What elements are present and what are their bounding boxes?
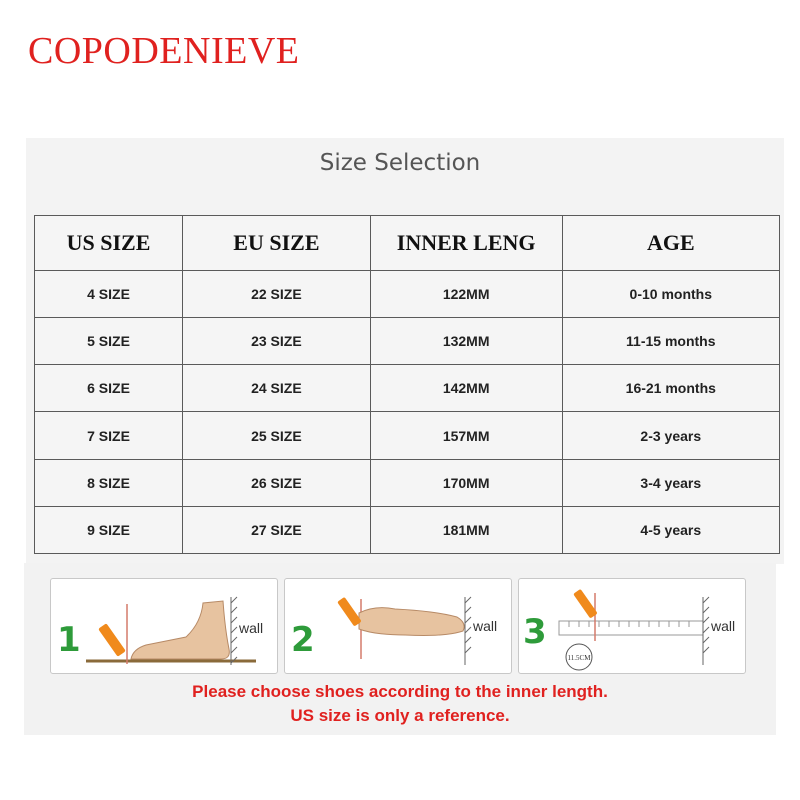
cell-inner-length: 122MM <box>370 271 562 318</box>
cell-inner-length: 157MM <box>370 412 562 459</box>
header-age: AGE <box>562 216 779 271</box>
step-2-box <box>284 578 512 674</box>
wall-label: wall <box>239 620 264 636</box>
cell-inner-length: 181MM <box>370 506 562 553</box>
cell-inner-length: 132MM <box>370 318 562 365</box>
step-number: 3 <box>523 612 547 652</box>
cell-us-size: 4 SIZE <box>35 271 183 318</box>
cell-us-size: 6 SIZE <box>35 365 183 412</box>
wall-label: wall <box>711 618 736 634</box>
size-table <box>34 215 780 554</box>
cell-eu-size: 27 SIZE <box>183 506 371 553</box>
header-us-size: US SIZE <box>35 216 183 271</box>
wall-label: wall <box>473 618 498 634</box>
step-number: 2 <box>291 620 315 660</box>
table-row <box>35 271 780 318</box>
step-number: 1 <box>57 620 81 660</box>
foot-top-view-icon <box>285 579 511 673</box>
cell-inner-length: 170MM <box>370 459 562 506</box>
cell-us-size: 9 SIZE <box>35 506 183 553</box>
cell-age: 3-4 years <box>562 459 779 506</box>
cell-age: 4-5 years <box>562 506 779 553</box>
brand-logo-text: COPODENIEVE <box>28 30 300 72</box>
cell-us-size: 7 SIZE <box>35 412 183 459</box>
cell-age: 2-3 years <box>562 412 779 459</box>
size-selection-title: Size Selection <box>319 150 481 176</box>
cell-eu-size: 25 SIZE <box>183 412 371 459</box>
foot-side-view-icon <box>51 579 277 673</box>
cell-eu-size: 23 SIZE <box>183 318 371 365</box>
step-3-box <box>518 578 746 674</box>
table-row <box>35 506 780 553</box>
header-inner-length: INNER LENG <box>370 216 562 271</box>
step-1-box <box>50 578 278 674</box>
table-row <box>35 318 780 365</box>
cell-eu-size: 24 SIZE <box>183 365 371 412</box>
cell-us-size: 8 SIZE <box>35 459 183 506</box>
cell-eu-size: 26 SIZE <box>183 459 371 506</box>
notice-inner-length: Please choose shoes according to the inner length. <box>192 682 608 701</box>
cell-inner-length: 142MM <box>370 365 562 412</box>
ruler-icon <box>519 579 745 673</box>
measure-label: 11.5CM <box>567 654 591 662</box>
header-eu-size: EU SIZE <box>183 216 371 271</box>
cell-us-size: 5 SIZE <box>35 318 183 365</box>
table-header-row <box>35 216 780 271</box>
cell-age: 11-15 months <box>562 318 779 365</box>
cell-eu-size: 22 SIZE <box>183 271 371 318</box>
cell-age: 16-21 months <box>562 365 779 412</box>
table-row <box>35 365 780 412</box>
notice-us-reference: US size is only a reference. <box>290 706 510 725</box>
table-row <box>35 459 780 506</box>
cell-age: 0-10 months <box>562 271 779 318</box>
table-row <box>35 412 780 459</box>
